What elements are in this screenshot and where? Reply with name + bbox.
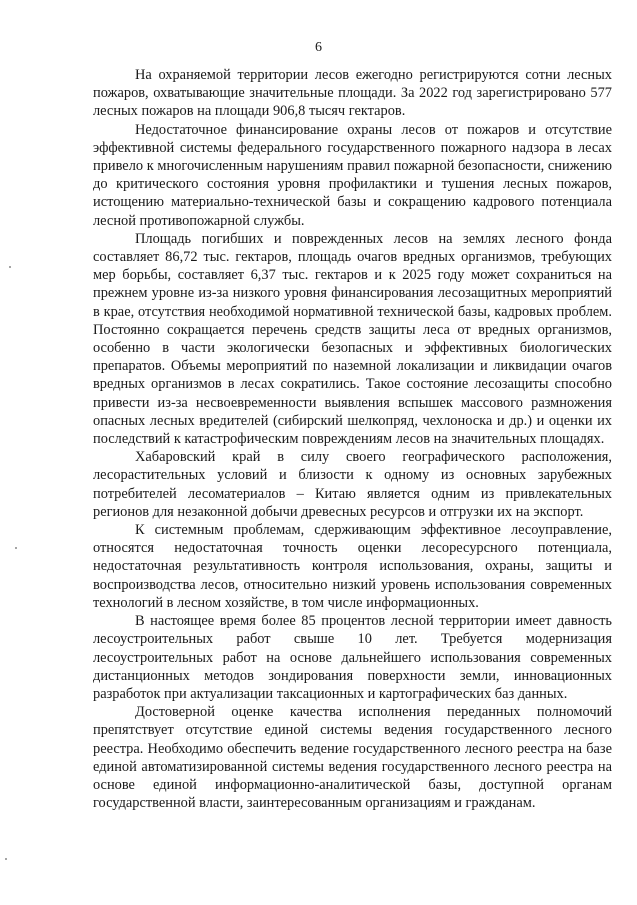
paragraph-systemic-problems: К системным проблемам, сдерживающим эффективное лесоуправление, относятся недостаточная точность оценки лесоресурсного потенциала, недостаточная результативность контроля использования, охраны, защиты и воспроизводства лесов, относительно низкий уровень использования современных технологий в лесном хозяйстве, в том числе информационных. xyxy=(93,522,612,611)
document-body xyxy=(93,66,612,812)
scan-speck xyxy=(9,266,11,268)
paragraph-forest-fires: На охраняемой территории лесов ежегодно регистрируются сотни лесных пожаров, охватывающие значительные площади. За 2022 год зарегистрировано 577 лесных пожаров на площади 906,8 тысяч гектаров. xyxy=(93,67,612,120)
paragraph-damaged-forests: Площадь погибших и поврежденных лесов на землях лесного фонда составляет 86,72 тыс. гектаров, площадь очагов вредных организмов, требующих мер борьбы, составляет 6,37 тыс. гектаров и к 2025 году может сохраниться на прежнем уровне из-за низкого уровня финансирования лесозащитных мероприятий в крае, отсутствия необходимой нормативной технической базы, кадровых проблем. Постоянно сокращается перечень средств защиты леса от вредных организмов, особенно в части экологически безопасных и эффективных биологических препаратов. Объемы мероприятий по наземной локализации и ликвидации очагов вредных организмов в лесах сократились. Такое состояние лесозащиты способно привести из-за несвоевременности выявления вспышек массового размножения опасных лесных вредителей (сибирский шелкопряд, чехлоноска и др.) и оценки их последствий к катастрофическим повреждениям лесов на значительных площадях. xyxy=(93,230,612,448)
page-number: 6 xyxy=(315,40,322,55)
paragraph-geographic-location: Хабаровский край в силу своего географического расположения, лесорастительных условий и близости к одному из основных зарубежных потребителей лесоматериалов – Китаю является одним из привлекательных регионов для незаконной добычи древесных ресурсов и отгрузки их на экспорт. xyxy=(93,449,612,520)
paragraph-forest-register: Достоверной оценке качества исполнения переданных полномочий препятствует отсутствие единой системы ведения государственного лесного реестра. Необходимо обеспечить ведение государственного лесного реестра на базе единой автоматизированной системы ведения государственного лесного реестра на основе единой информационно-аналитической базы, доступной органам государственной власти, заинтересованным организациям и гражданам. xyxy=(93,704,612,812)
paragraph-forest-inventory: В настоящее время более 85 процентов лесной территории имеет давность лесоустроительных работ свыше 10 лет. Требуется модернизация лесоустроительных работ на основе дальнейшего использования современных дистанционных методов зондирования поверхности земли, инновационных разработок при актуализации таксационных и картографических баз данных. xyxy=(93,613,612,702)
scan-speck xyxy=(15,547,17,549)
scan-speck xyxy=(5,858,7,860)
paragraph-fire-protection-funding: Недостаточное финансирование охраны лесов от пожаров и отсутствие эффективной системы федерального государственного пожарного надзора в лесах привело к многочисленным нарушениям правил пожарной безопасности, снижению до критического состояния уровня профилактики и тушения лесных пожаров, истощению материально-технической базы и сокращению кадрового потенциала лесной противопожарной службы. xyxy=(93,121,612,229)
